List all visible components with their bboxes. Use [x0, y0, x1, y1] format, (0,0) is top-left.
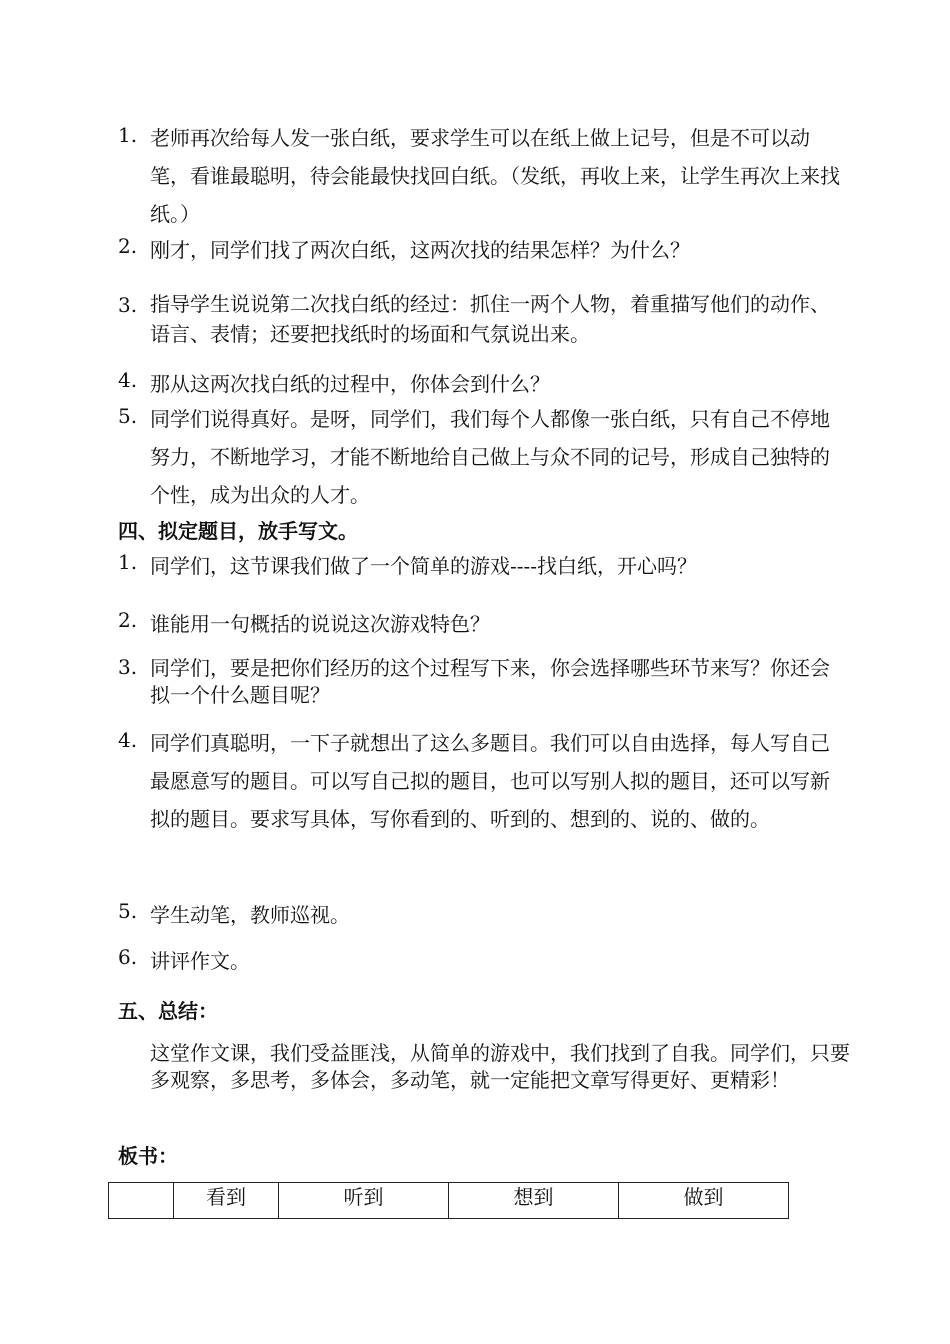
list-number: 1.	[118, 123, 138, 147]
list-text: 指导学生说说第二次找白纸的经过：抓住一两个人物，着重描写他们的动作、语言、表情；还要把找纸时的场面和气氛说出来。	[150, 292, 830, 346]
summary-paragraph: 这堂作文课，我们受益匪浅，从简单的游戏中，我们找到了自我。同学们，只要多观察，多思考，多体会，多动笔，就一定能把文章写得更好、更精彩！	[150, 1041, 850, 1092]
list-text: 那从这两次找白纸的过程中，你体会到什么？	[150, 372, 550, 396]
table-cell: 听到	[279, 1183, 449, 1219]
list-text: 同学们真聪明，一下子就想出了这么多题目。我们可以自由选择，每人写自己最愿意写的题目。可以写自己拟的题目，也可以写别人拟的题目，还可以写新拟的题目。要求写具体，写你看到的、听到的、想到的、说的、做的。	[150, 731, 830, 831]
list-text: 老师再次给每人发一张白纸，要求学生可以在纸上做上记号，但是不可以动笔，看谁最聪明，待会能最快找回白纸。（发纸，再收上来，让学生再次上来找纸。）	[150, 126, 840, 226]
board-table	[108, 1182, 789, 1219]
list-text: 谁能用一句概括的说说这次游戏特色？	[150, 612, 490, 636]
list-number: 4.	[118, 728, 138, 752]
table-cell: 想到	[449, 1183, 619, 1219]
list-text: 同学们，要是把你们经历的这个过程写下来，你会选择哪些环节来写？你还会拟一个什么题目呢？	[150, 656, 830, 707]
list-number: 2.	[118, 608, 138, 632]
list-text: 刚才，同学们找了两次白纸，这两次找的结果怎样？为什么？	[150, 238, 690, 262]
table-cell: 做到	[619, 1183, 789, 1219]
list-number: 1.	[118, 550, 138, 574]
list-number: 2.	[118, 234, 138, 258]
section-heading: 五、总结：	[118, 999, 218, 1023]
list-number: 3.	[118, 293, 138, 317]
list-text: 同学们说得真好。是呀，同学们，我们每个人都像一张白纸，只有自己不停地努力，不断地学习，才能不断地给自己做上与众不同的记号，形成自己独特的个性，成为出众的人才。	[150, 407, 830, 507]
table-row	[109, 1183, 789, 1219]
list-text: 学生动笔，教师巡视。	[150, 903, 350, 927]
list-text: 讲评作文。	[150, 949, 250, 973]
board-heading: 板书：	[118, 1144, 178, 1168]
section-heading: 四、拟定题目，放手写文。	[118, 519, 358, 543]
table-cell	[109, 1183, 174, 1219]
list-number: 5.	[118, 899, 138, 923]
list-number: 6.	[118, 945, 138, 969]
list-text: 同学们，这节课我们做了一个简单的游戏----找白纸，开心吗？	[150, 554, 698, 578]
list-number: 3.	[118, 655, 138, 679]
list-number: 5.	[118, 404, 138, 428]
table-cell: 看到	[174, 1183, 279, 1219]
list-number: 4.	[118, 368, 138, 392]
